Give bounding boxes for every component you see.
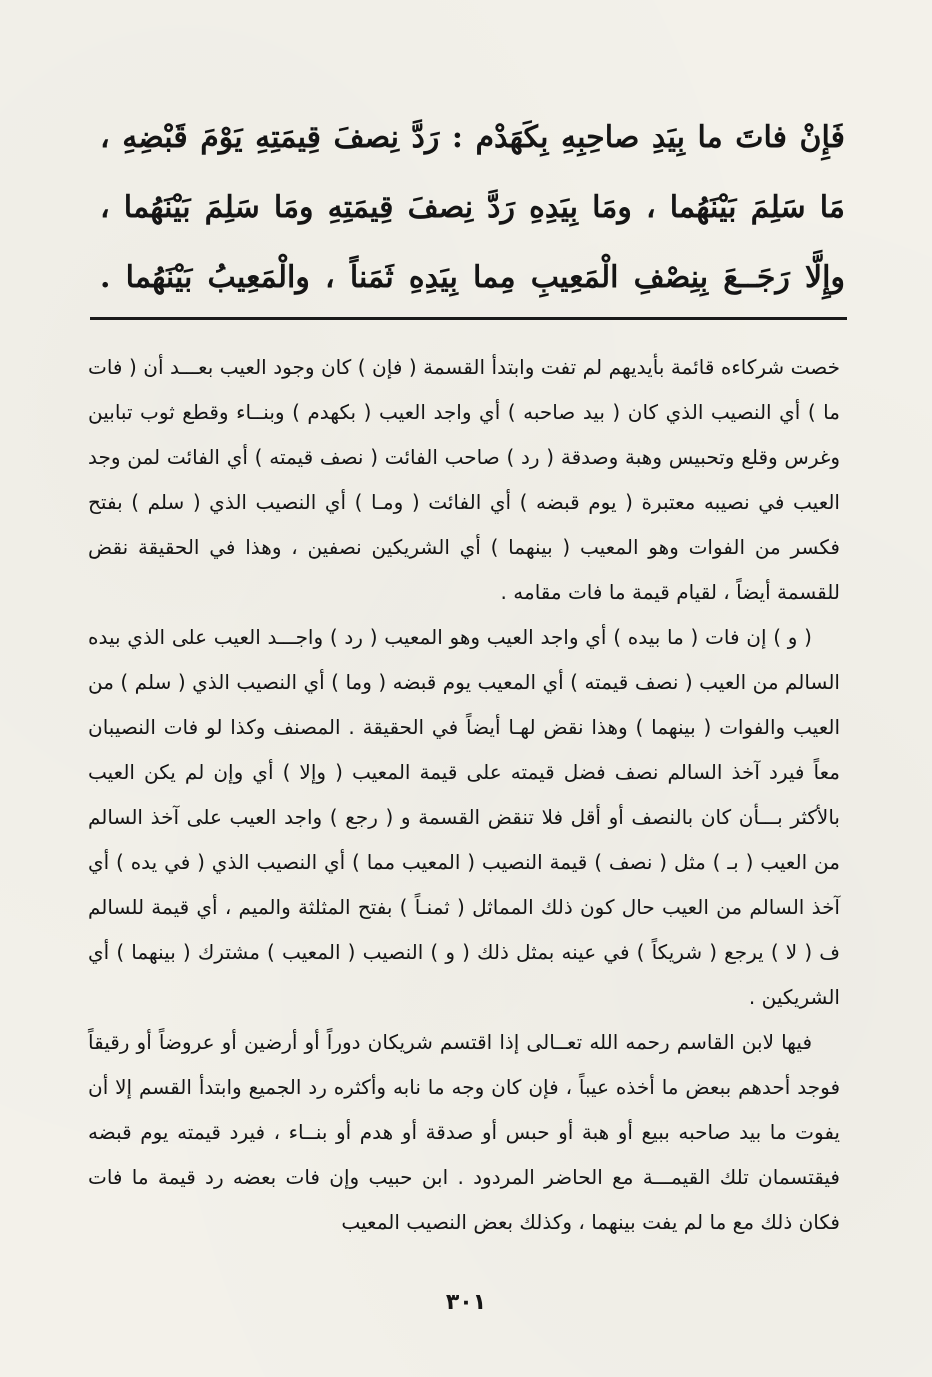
commentary-paragraph-2: ( و ) إن فات ( ما بيده ) أي واجد العيب وهو المعيب ( رد ) واجـــد العيب على الذي بيده السالم من العيب ( نصف قيمته ) أي المعيب يوم قبضه ( وما ) أي النصيب الذي ( سلم ) من العيب والفوات ( بينهما ) وهذا نقض لهـا أيضاً في الحقيقة . المصنف وكذا لو فات النصيبان معاً فيرد آخذ السالم نصف فضل قيمته على قيمة المعيب ( وإلا ) أي وإن لم يكن العيب بالأكثر بـــأن كان بالنصف أو أقل فلا تنقض القسمة و ( رجع ) واجد العيب على آخذ السالم من العيب ( بـ ) مثل ( نصف ) قيمة النصيب ( المعيب مما ) أي النصيب الذي ( في يده ) أي آخذ السالم من العيب حال كون ذلك المماثل ( ثمنـاً ) بفتح المثلثة والميم ، أي قيمة للسالم ف ( لا ) يرجع ( شريكاً ) في عينه بمثل ذلك ( و ) النصيب ( المعيب ) مشترك ( بينهما ) أي الشريكين .	[88, 625, 840, 1009]
commentary-paragraph-1: خصت شركاءه قائمة بأيديهم لم تفت وابتدأ القسمة ( فإن ) كان وجود العيب بعـــد أن ( فات ما ) أي النصيب الذي كان ( بيد صاحبه ) أي واجد العيب ( بكهدم ) وبنــاء وقطع ثوب تبابين وغرس وقلع وتحبيس وهبة وصدقة ( رد ) صاحب الفائت ( نصف قيمته ) أي الفائت لمن وجد العيب في نصيبه معتبرة ( يوم قبضه ) أي الفائت ( ومـا ) أي النصيب الذي ( سلم ) بفتح فكسر من الفوات وهو المعيب ( بينهما ) أي الشريكين نصفين ، وهذا في الحقيقة نقض للقسمة أيضاً ، لقيام قيمة ما فات مقامه .	[88, 355, 840, 604]
matn-line-1: فَإِنْ فاتَ ما بِيَدِ صاحِبِهِ بِكَهَدْم : رَدَّ نِصفَ قِيمَتِهِ يَوْمَ قَبْضِهِ ،	[100, 120, 845, 155]
page-number: ٣٠١	[445, 1290, 487, 1315]
separator-rule	[90, 317, 847, 320]
commentary-paragraph-3: فيها لابن القاسم رحمه الله تعــالى إذا اقتسم شريكان دوراً أو أرضين أو عروضاً أو رقيقاً فوجد أحدهم ببعض ما أخذه عيباً ، فإن كان وجه ما نابه وأكثره رد الجميع وابتدأ القسم إلا أن يفوت ما بيد صاحبه ببيع أو هبة أو حبس أو صدقة أو هدم أو بنــاء ، فيرد قيمته يوم قبضه فيقتسمان تلك القيمـــة مع الحاضر المردود . ابن حبيب وإن فات بعضه رد قيمة ما فات فكان ذلك مع ما لم يفت بينهما ، وكذلك بعض النصيب المعيب	[88, 1030, 840, 1234]
commentary-text	[88, 345, 840, 1245]
matn-line-3: وإِلَّا رَجَــعَ بِنِصْفِ الْمَعِيبِ مِما بِيَدِهِ ثَمَناً ، والْمَعِيبُ بَيْنَهُما .	[100, 260, 845, 295]
matn-line-2: مَا سَلِمَ بَيْنَهُما ، ومَا بِيَدِهِ رَدَّ نِصفَ قِيمَتِهِ ومَا سَلِمَ بَيْنَهُما ،	[100, 190, 845, 225]
